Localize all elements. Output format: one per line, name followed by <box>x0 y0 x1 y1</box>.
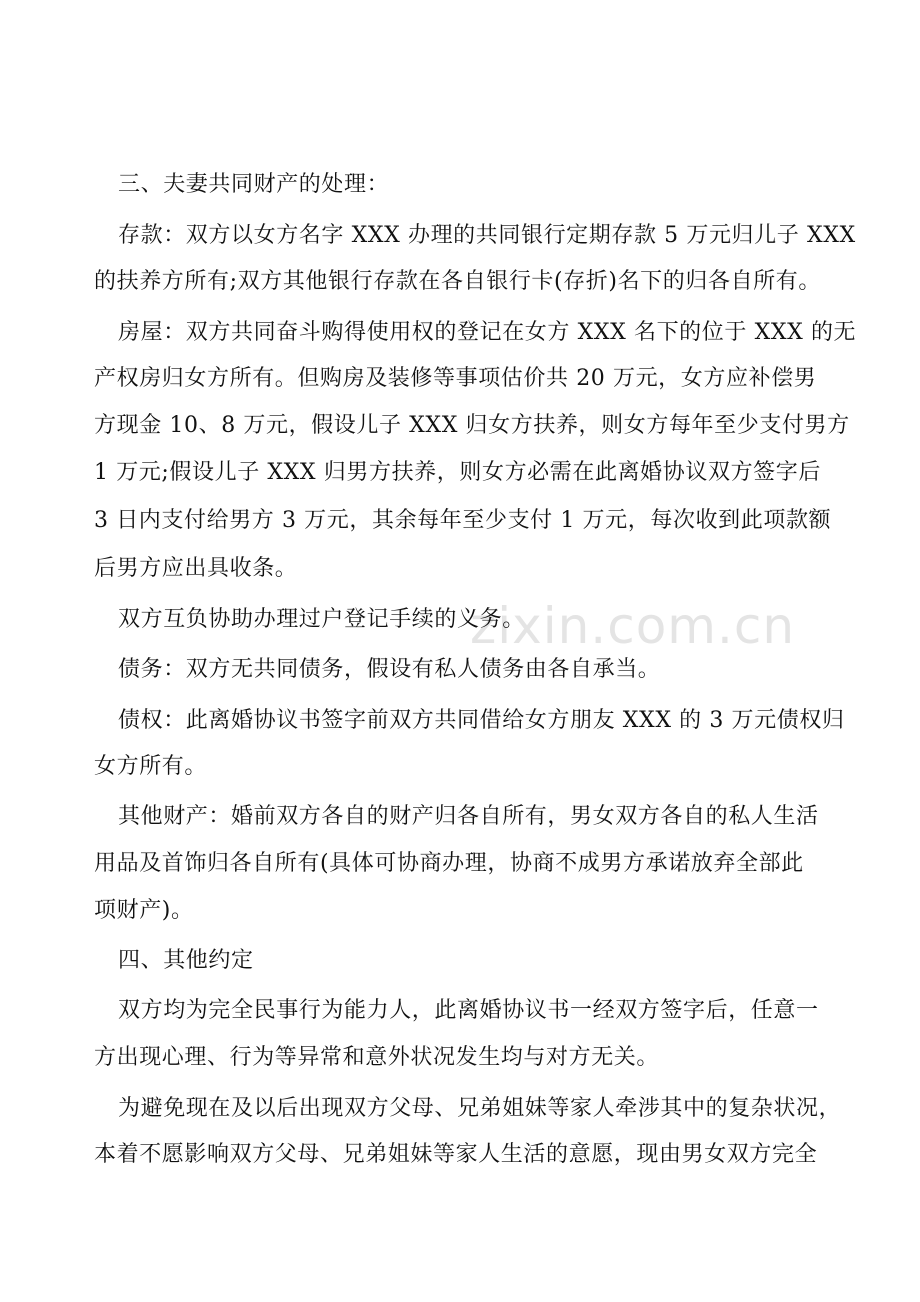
paragraph-line: 房屋：双方共同奋斗购得使用权的登记在女方 XXX 名下的位于 XXX 的无 <box>118 320 857 345</box>
paragraph-line: 方现金 10、8 万元，假设儿子 XXX 归女方扶养，则女方每年至少支付男方 <box>94 413 850 438</box>
paragraph-line: 双方互负协助办理过户登记手续的义务。 <box>118 607 525 632</box>
paragraph-line: 3 日内支付给男方 3 万元，其余每年至少支付 1 万元，每次收到此项款额 <box>94 508 832 533</box>
section-heading-property: 三、夫妻共同财产的处理： <box>118 172 390 197</box>
paragraph-line: 用品及首饰归各自所有(具体可协商办理，协商不成男方承诺放弃全部此 <box>94 851 804 876</box>
paragraph-line: 存款：双方以女方名字 XXX 办理的共同银行定期存款 5 万元归儿子 XXX <box>118 223 856 248</box>
paragraph-line: 双方均为完全民事行为能力人，此离婚协议书一经双方签字后，任意一 <box>118 998 819 1023</box>
paragraph-line: 女方所有。 <box>94 754 208 779</box>
watermark-text: zixin.com.cn <box>470 597 796 655</box>
section-heading-other: 四、其他约定 <box>118 948 254 973</box>
paragraph-line: 债权：此离婚协议书签字前双方共同借给女方朋友 XXX 的 3 万元债权归 <box>118 708 845 733</box>
paragraph-line: 方出现心理、行为等异常和意外状况发生均与对方无关。 <box>94 1045 660 1070</box>
paragraph-line: 1 万元;假设儿子 XXX 归男方扶养，则女方必需在此离婚协议双方签字后 <box>94 460 821 485</box>
paragraph-line: 为避免现在及以后出现双方父母、兄弟姐妹等家人牵涉其中的复杂状况， <box>118 1096 842 1121</box>
paragraph-line: 债务：双方无共同债务，假设有私人债务由各自承当。 <box>118 657 661 682</box>
paragraph-line: 后男方应出具收条。 <box>94 556 298 581</box>
paragraph-line: 项财产)。 <box>94 898 194 923</box>
paragraph-line: 的扶养方所有;双方其他银行存款在各自银行卡(存折)名下的归各自所有。 <box>94 269 821 294</box>
paragraph-line: 本着不愿影响双方父母、兄弟姐妹等家人生活的意愿，现由男女双方完全 <box>94 1142 818 1167</box>
paragraph-line: 产权房归女方所有。但购房及装修等事项估价共 20 万元，女方应补偿男 <box>94 366 817 391</box>
paragraph-line: 其他财产：婚前双方各自的财产归各自所有，男女双方各自的私人生活 <box>118 804 819 829</box>
